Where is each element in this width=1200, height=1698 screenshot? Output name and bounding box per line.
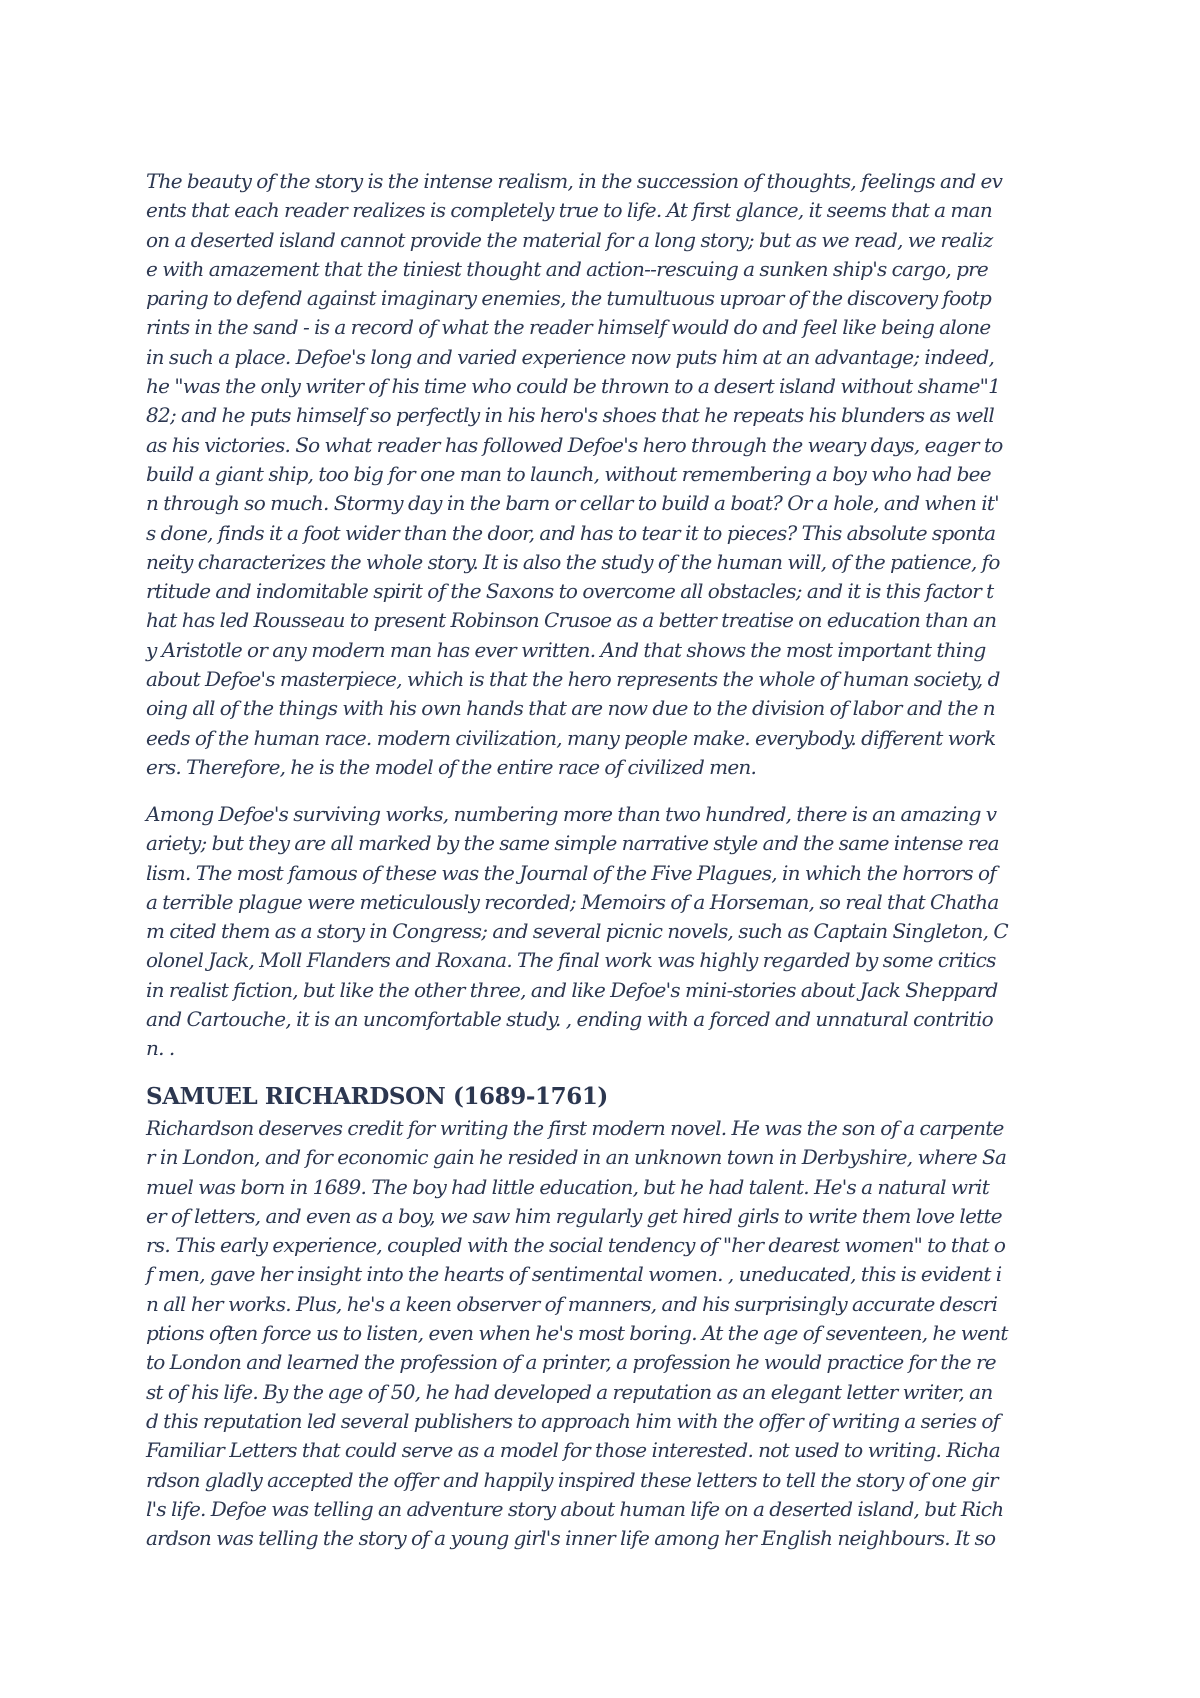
text-line: y Aristotle or any modern man has ever written. And that shows the most important thing	[146, 637, 986, 662]
text-line: ariety; but they are all marked by the same simple narrative style and the same intense rea	[146, 831, 999, 856]
text-line: er of letters, and even as a boy, we saw him regularly get hired girls to write them love lette	[146, 1203, 1002, 1228]
text-line: and Cartouche, it is an uncomfortable study. , ending with a forced and unnatural contritio	[146, 1007, 993, 1032]
text-line: in realist fiction, but like the other three, and like Defoe's mini-stories about Jack Sheppard	[146, 977, 998, 1002]
paragraph-defoe-works	[146, 800, 1076, 1064]
text-line: Among Defoe's surviving works, numbering more than two hundred, there is an amazing v	[146, 802, 997, 826]
text-line: f men, gave her insight into the hearts of sentimental women. , uneducated, this is evident i	[146, 1262, 1002, 1287]
text-line: neity characterizes the whole story. It is also the study of the human will, of the patience, fo	[146, 549, 1000, 574]
text-line: muel was born in 1689. The boy had little education, but he had talent. He's a natural writ	[146, 1174, 989, 1199]
text-line: d this reputation led several publishers to approach him with the offer of writing a series of	[146, 1408, 1000, 1433]
section-heading: SAMUEL RICHARDSON (1689-1761)	[146, 1083, 608, 1110]
text-line: ents that each reader realizes is completely true to life. At first glance, it seems that a man	[146, 198, 992, 223]
text-line: m cited them as a story in Congress; and several picnic novels, such as Captain Singleton, C	[146, 919, 1008, 944]
text-line: as his victories. So what reader has followed Defoe's hero through the weary days, eager to	[146, 432, 1003, 457]
text-line: about Defoe's masterpiece, which is that the hero represents the whole of human society, d	[146, 667, 1000, 692]
text-line: oing all of the things with his own hands that are now due to the division of labor and the n	[146, 696, 995, 721]
text-line: n. .	[146, 1036, 175, 1061]
text-line: he "was the only writer of his time who could be thrown to a desert island without shame"1	[146, 374, 1001, 399]
text-line: Richardson deserves credit for writing the first modern novel. He was the son of a carpente	[146, 1116, 1004, 1140]
text-line: on a deserted island cannot provide the material for a long story; but as we read, we realiz	[146, 227, 993, 252]
text-line: ardson was telling the story of a young girl's inner life among her English neighbours. It so	[146, 1526, 996, 1551]
text-line: n through so much. Stormy day in the barn or cellar to build a boat? Or a hole, and when it'	[146, 491, 999, 516]
text-line: eeds of the human race. modern civilization, many people make. everybody. different work	[146, 725, 996, 750]
text-line: s done, finds it a foot wider than the door, and has to tear it to pieces? This absolute sponta	[146, 520, 996, 545]
text-line: n all her works. Plus, he's a keen observer of manners, and his surprisingly accurate descri	[146, 1291, 998, 1316]
text-line: olonel Jack, Moll Flanders and Roxana. The final work was highly regarded by some critics	[146, 948, 996, 973]
text-line: 82; and he puts himself so perfectly in his hero's shoes that he repeats his blunders as well	[146, 403, 995, 428]
text-line: e with amazement that the tiniest thought and action--rescuing a sunken ship's cargo, pre	[146, 256, 989, 281]
paragraph-richardson	[146, 1114, 1076, 1553]
text-line: rs. This early experience, coupled with the social tendency of "her dearest women" to that o	[146, 1233, 1006, 1258]
text-line: Familiar Letters that could serve as a model for those interested. not used to writing. Richa	[146, 1438, 1000, 1463]
text-line: st of his life. By the age of 50, he had developed a reputation as an elegant letter writer, an	[146, 1379, 993, 1404]
text-line: The beauty of the story is the intense realism, in the succession of thoughts, feelings and ev	[146, 169, 1003, 193]
paragraph-defoe-realism	[146, 167, 1076, 782]
text-line: lism. The most famous of these was the Journal of the Five Plagues, in which the horrors of	[146, 860, 996, 885]
text-line: to London and learned the profession of a printer, a profession he would practice for the re	[146, 1350, 996, 1375]
text-line: rints in the sand - is a record of what the reader himself would do and feel like being alone	[146, 315, 991, 340]
text-line: a terrible plague were meticulously recorded; Memoirs of a Horseman, so real that Chatha	[146, 889, 999, 914]
text-line: in such a place. Defoe's long and varied experience now puts him at an advantage; indeed,	[146, 344, 995, 369]
text-line: paring to defend against imaginary enemies, the tumultuous uproar of the discovery footp	[146, 286, 992, 311]
text-line: r in London, and for economic gain he resided in an unknown town in Derbyshire, where Sa	[146, 1145, 1007, 1170]
text-line: rtitude and indomitable spirit of the Saxons to overcome all obstacles; and it is this factor t	[146, 579, 994, 604]
text-line: build a giant ship, too big for one man to launch, without remembering a boy who had bee	[146, 461, 991, 486]
text-line: hat has led Rousseau to present Robinson Crusoe as a better treatise on education than an	[146, 608, 997, 633]
text-line: ptions often force us to listen, even when he's most boring. At the age of seventeen, he went	[146, 1321, 1008, 1346]
text-line: l's life. Defoe was telling an adventure story about human life on a deserted island, but Rich	[146, 1496, 1004, 1521]
text-line: rdson gladly accepted the offer and happily inspired these letters to tell the story of one gir	[146, 1467, 998, 1492]
text-line: ers. Therefore, he is the model of the entire race of civilized men.	[146, 754, 757, 779]
